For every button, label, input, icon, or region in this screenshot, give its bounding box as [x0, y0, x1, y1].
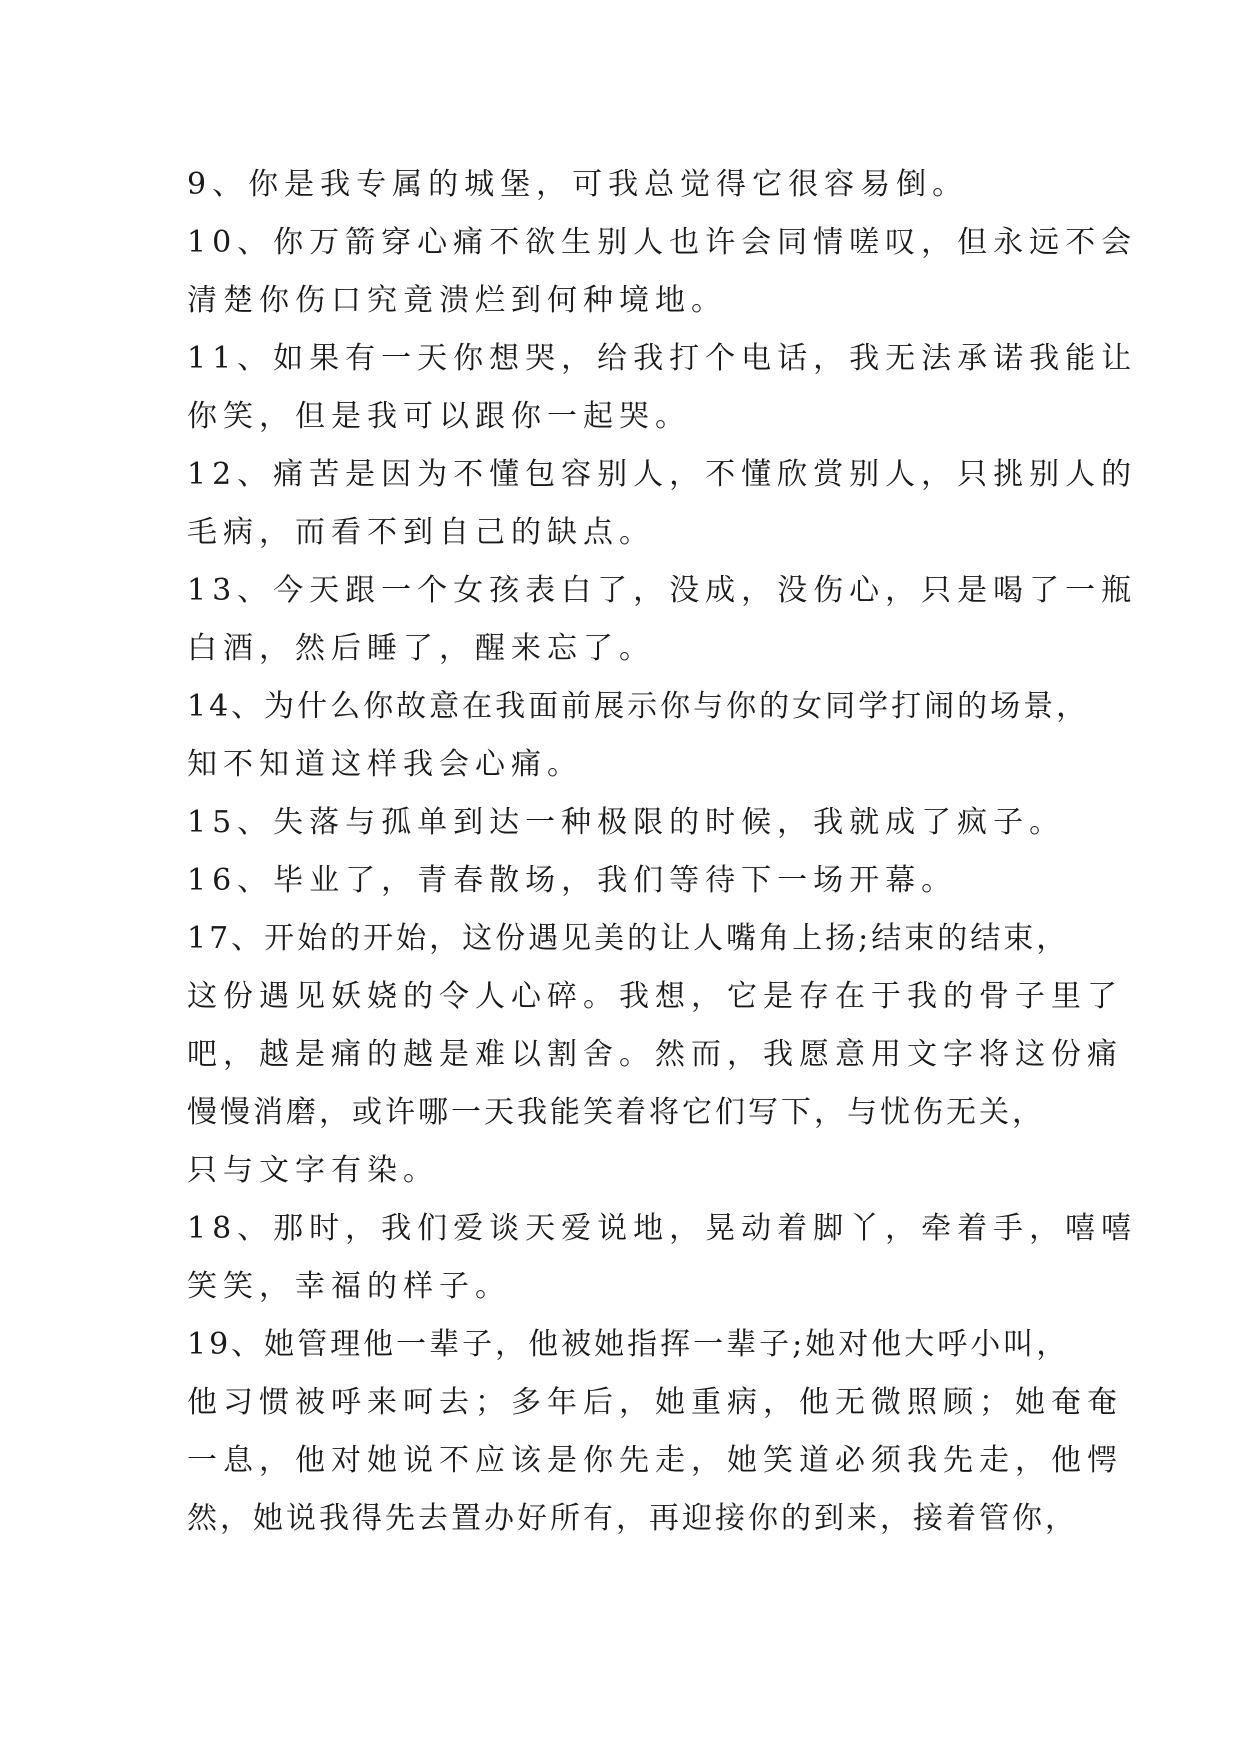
text-line: 12、痛苦是因为不懂包容别人，不懂欣赏别人，只挑别人的: [187, 457, 1138, 492]
text-line: 18、那时，我们爱谈天爱说地，晃动着脚丫，牵着手，嘻嘻: [187, 1211, 1138, 1246]
text-line: 慢慢消磨，或许哪一天我能笑着将它们写下，与忧伤无关，: [187, 1095, 1045, 1130]
text-line: 13、今天跟一个女孩表白了，没成，没伤心，只是喝了一瓶: [187, 573, 1138, 608]
document-body: [187, 156, 1138, 1548]
text-line: 11、如果有一天你想哭，给我打个电话，我无法承诺我能让: [187, 341, 1138, 376]
text-line: 你笑，但是我可以跟你一起哭。: [187, 399, 691, 434]
text-line: 毛病，而看不到自己的缺点。: [187, 515, 655, 550]
text-line: 他习惯被呼来呵去；多年后，她重病，他无微照顾；她奄奄: [187, 1385, 1123, 1420]
text-line: 只与文字有染。: [187, 1153, 439, 1188]
text-line: 16、毕业了，青春散场，我们等待下一场开幕。: [187, 863, 958, 898]
text-line: 一息，他对她说不应该是你先走，她笑道必须我先走，他愕: [187, 1443, 1123, 1478]
text-line: 19、她管理他一辈子，他被她指挥一辈子;她对他大呼小叫，: [187, 1327, 1070, 1362]
text-line: 笑笑，幸福的样子。: [187, 1269, 511, 1304]
text-line: 9、你是我专属的城堡，可我总觉得它很容易倒。: [187, 167, 969, 202]
text-line: 清楚你伤口究竟溃烂到何种境地。: [187, 283, 727, 318]
text-line: 然，她说我得先去置办好所有，再迎接你的到来，接着管你，: [187, 1501, 1078, 1536]
text-line: 10、你万箭穿心痛不欲生别人也许会同情嗟叹，但永远不会: [187, 225, 1138, 260]
text-line: 知不知道这样我会心痛。: [187, 747, 583, 782]
text-line: 14、为什么你故意在我面前展示你与你的女同学打闹的场景，: [187, 689, 1090, 724]
text-line: 这份遇见妖娆的令人心碎。我想，它是存在于我的骨子里了: [187, 979, 1123, 1014]
text-line: 吧，越是痛的越是难以割舍。然而，我愿意用文字将这份痛: [187, 1037, 1123, 1072]
text-line: 17、开始的开始，这份遇见美的让人嘴角上扬;结束的结束，: [187, 921, 1070, 956]
text-line: 15、失落与孤单到达一种极限的时候，我就成了疯子。: [187, 805, 1066, 840]
text-line: 白酒，然后睡了，醒来忘了。: [187, 631, 655, 666]
